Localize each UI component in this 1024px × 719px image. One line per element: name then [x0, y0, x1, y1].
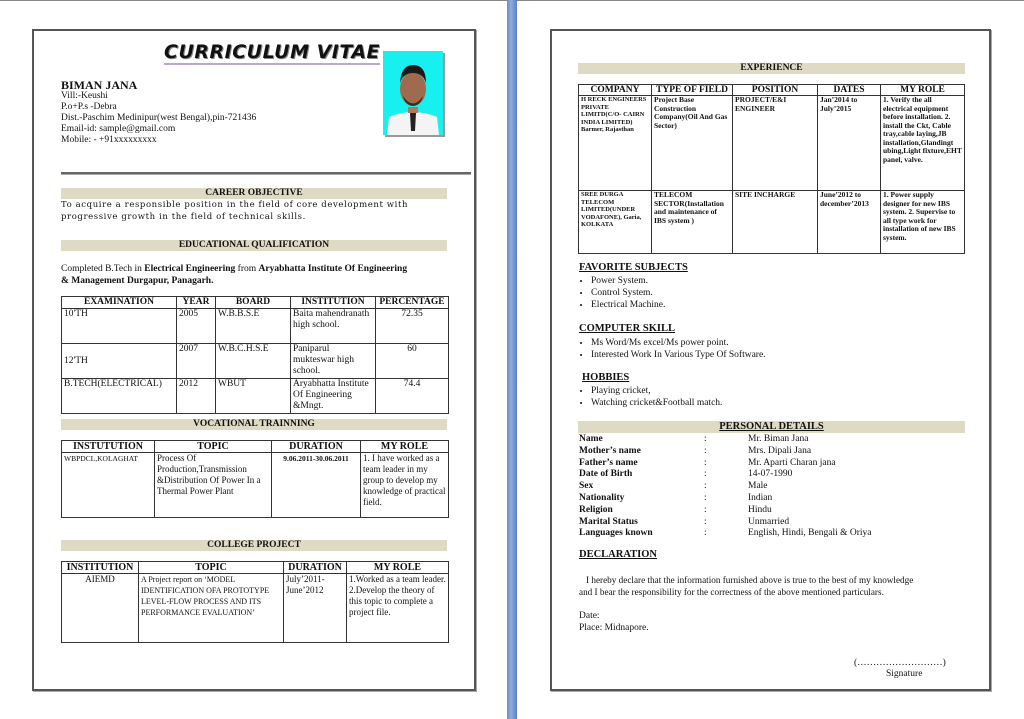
table-row [62, 453, 449, 518]
cell-position: SITE INCHARGE [733, 191, 818, 254]
career-objective-line-2: progressive growth in the field of technical skills. [61, 212, 306, 222]
pd-value: Hindu [748, 504, 772, 515]
page-1 [32, 29, 476, 691]
career-objective-line-1: To acquire a responsible position in the field of core development with [61, 200, 409, 210]
col-institution: INSTITUTION [291, 297, 376, 309]
cell-institution: AIEMD [62, 574, 139, 643]
pd-colon: : [704, 434, 707, 444]
personal-row-marital [579, 516, 966, 528]
email: Email-id: sample@gmail.com [61, 124, 176, 134]
favorite-subjects-heading: FAVORITE SUBJECTS [579, 262, 688, 273]
pd-value: Male [748, 481, 768, 492]
col-institution: INSTITUTION [62, 562, 139, 574]
address-po: P.o+P.s -Debra [61, 102, 117, 112]
cell-board: W.B.C.H.S.E [216, 344, 291, 379]
col-examination: EXAMINATION [62, 297, 177, 309]
cell-institution: Aryabhatta Institute Of Engineering &Mngt. [291, 379, 376, 414]
declaration-place: Place: Midnapore. [579, 623, 649, 633]
cell-percentage: 72.35 [376, 309, 449, 344]
personal-row-nationality [579, 492, 966, 504]
education-summary-line-2: & Management Durgapur, Panagarh. [61, 276, 214, 286]
personal-details-heading: PERSONAL DETAILS [578, 421, 965, 433]
cell-exam: 12'TH [62, 344, 177, 379]
education-table [61, 296, 449, 414]
list-item: • Control System. [591, 287, 665, 299]
pd-label: Date of Birth [579, 469, 633, 480]
cell-year: 2005 [177, 309, 216, 344]
summary-degree: Electrical Engineering [144, 264, 236, 274]
col-board: BOARD [216, 297, 291, 309]
pd-colon: : [704, 516, 707, 527]
pd-colon: : [704, 481, 707, 492]
col-topic: TOPIC [155, 441, 272, 453]
personal-row-dob [579, 468, 966, 480]
col-company: COMPANY [579, 85, 652, 96]
page-divider [507, 0, 517, 719]
personal-row-mother [579, 445, 966, 457]
pd-label: Name [579, 434, 603, 444]
college-project-table [61, 561, 449, 643]
cell-role: 1. Verify the all electrical equipment before installation. 2. install the Ckt, Cable tray,cable laying,JB installation,Glandingt ubing,Light fixture,EHT panel, valve. [881, 96, 965, 191]
declaration-heading: DECLARATION [579, 549, 657, 560]
vocational-heading: VOCATIONAL TRAINNING [61, 419, 447, 430]
table-row [579, 96, 965, 191]
personal-row-languages [579, 527, 966, 539]
col-role: MY ROLE [347, 562, 449, 574]
cell-duration: July’2011-June’2012 [284, 574, 347, 643]
pd-label: Nationality [579, 492, 625, 503]
col-duration: DURATION [284, 562, 347, 574]
pd-label: Marital Status [579, 516, 638, 527]
profile-photo [383, 51, 443, 135]
personal-row-sex [579, 480, 966, 492]
pd-value: Mr. Biman Jana [748, 434, 809, 444]
cell-company: H RECK ENGINEERS PRIVATE LIMITD(C/O- CAIRN INDIA LIMITED) Barmer, Rajasthan [579, 96, 652, 191]
table-row [579, 191, 965, 254]
declaration-line-1: I hereby declare that the information furnished above is true to the best of my knowledge [586, 575, 914, 585]
cell-dates: Jan’2014 to July’2015 [818, 96, 881, 191]
table-row [62, 309, 449, 344]
col-type-of-field: TYPE OF FIELD [652, 85, 733, 96]
cell-board: W.B.B.S.E [216, 309, 291, 344]
pd-colon: : [704, 445, 707, 456]
list-item: • Interested Work In Various Type Of Software. [591, 349, 766, 361]
experience-table [578, 84, 965, 254]
col-role: MY ROLE [881, 85, 965, 96]
summary-from: from [235, 264, 259, 274]
favorite-subjects-list [559, 275, 665, 311]
cell-exam: 10'TH [62, 309, 177, 344]
cell-year: 2012 [177, 379, 216, 414]
pd-value: 14-07-1990 [748, 469, 793, 480]
pd-label: Sex [579, 481, 594, 492]
pd-label: Mother’s name [579, 445, 641, 456]
list-item: • Power System. [591, 275, 665, 287]
vocational-table [61, 440, 449, 518]
cell-dates: June’2012 to december’2013 [818, 191, 881, 254]
personal-row-name [579, 433, 966, 445]
list-item: • Ms Word/Ms excel/Ms power point. [591, 337, 766, 349]
hobbies-list [559, 385, 722, 409]
cell-institution: Baita mahendranath high school. [291, 309, 376, 344]
cell-field: Project Base Construction Company(Oil And Gas Sector) [652, 96, 733, 191]
personal-details [579, 433, 966, 539]
pd-value: Mrs. Dipali Jana [748, 445, 812, 456]
address-district: Dist.-Paschim Medinipur(west Bengal),pin-721436 [61, 113, 257, 123]
summary-institute: Aryabhatta Institute Of Engineering [258, 264, 408, 274]
education-summary [61, 263, 407, 275]
col-topic: TOPIC [139, 562, 284, 574]
pd-value: English, Hindi, Bengali & Oriya [748, 528, 872, 539]
cell-percentage: 74.4 [376, 379, 449, 414]
cell-board: WBUT [216, 379, 291, 414]
cell-institution: WBPDCL,KOLAGHAT [62, 453, 155, 518]
col-year: YEAR [177, 297, 216, 309]
education-heading: EDUCATIONAL QUALIFICATION [61, 240, 447, 251]
computer-skill-list [559, 337, 766, 361]
table-row [62, 574, 449, 643]
summary-text: Completed B.Tech in [61, 264, 145, 274]
career-objective-heading: CAREER OBJECTIVE [61, 188, 447, 199]
experience-heading: EXPERIENCE [578, 63, 965, 74]
mobile: Mobile: - +91xxxxxxxxx [61, 135, 157, 145]
signature-line: (………………………) [854, 658, 946, 668]
college-project-heading: COLLEGE PROJECT [61, 540, 447, 551]
candidate-name: BIMAN JANA [61, 78, 138, 92]
cell-topic: A Project report on ‘MODEL IDENTIFICATION OFA PROTOTYPE LEVEL-FLOW PROCESS AND ITS PERFORMANCE EVALUATION’ [139, 574, 284, 643]
list-item: • Watching cricket&Football match. [591, 397, 722, 409]
pd-label: Religion [579, 504, 613, 515]
list-item: • Playing cricket, [591, 385, 722, 397]
cell-company: SREE DURGA TELECOM LIMITED(UNDER VODAFONE), Garia, KOLKATA [579, 191, 652, 254]
cell-exam: B.TECH(ELECTRICAL) [62, 379, 177, 414]
pd-colon: : [704, 457, 707, 468]
cell-percentage: 60 [376, 344, 449, 379]
pd-colon: : [704, 469, 707, 480]
declaration-line-2: and I bear the responsibility for the correctness of the above mentioned particulars. [579, 587, 884, 597]
cell-institution: Paniparul mukteswar high school. [291, 344, 376, 379]
page-2 [550, 29, 991, 691]
cell-duration: 9.06.2011-30.06.2011 [272, 453, 361, 518]
cell-field: TELECOM SECTOR(Installation and maintenance of IBS system ) [652, 191, 733, 254]
personal-row-religion [579, 504, 966, 516]
cell-topic: Process Of Production,Transmission &Distribution Of Power In a Thermal Power Plant [155, 453, 272, 518]
cell-position: PROJECT/E&I ENGINEER [733, 96, 818, 191]
col-role: MY ROLE [361, 441, 449, 453]
table-row [62, 344, 449, 379]
header-rule [61, 172, 471, 175]
declaration-date: Date: [579, 611, 600, 621]
cell-role: 1. Power supply designer for new IBS system. 2. Supervise to all type work for installation of new IBS system. [881, 191, 965, 254]
pd-colon: : [704, 504, 707, 515]
table-row [62, 379, 449, 414]
personal-row-father [579, 457, 966, 469]
pd-value: Indian [748, 492, 773, 503]
pd-label: Father’s name [579, 457, 638, 468]
col-percentage: PERCENTAGE [376, 297, 449, 309]
cv-title: CURRICULUM VITAE [164, 41, 381, 63]
pd-label: Languages known [579, 528, 653, 539]
col-position: POSITION [733, 85, 818, 96]
pd-colon: : [704, 492, 707, 503]
pd-value: Unmarried [748, 516, 790, 527]
pd-colon: : [704, 528, 707, 539]
col-dates: DATES [818, 85, 881, 96]
cell-role: 1. I have worked as a team leader in my group to develop my knowledge of practical field. [361, 453, 449, 518]
list-item: • Electrical Machine. [591, 299, 665, 311]
cell-role: 1.Worked as a team leader. 2.Develop the theory of this topic to complete a project file. [347, 574, 449, 643]
signature-label: Signature [886, 669, 923, 679]
pd-value: Mr. Aparti Charan jana [748, 457, 836, 468]
address-village: Vill:-Keushi [61, 91, 108, 101]
cell-year: 2007 [177, 344, 216, 379]
hobbies-heading: HOBBIES [582, 372, 630, 383]
computer-skill-heading: COMPUTER SKILL [579, 323, 675, 334]
col-duration: DURATION [272, 441, 361, 453]
col-institution: INSTUTUTION [62, 441, 155, 453]
